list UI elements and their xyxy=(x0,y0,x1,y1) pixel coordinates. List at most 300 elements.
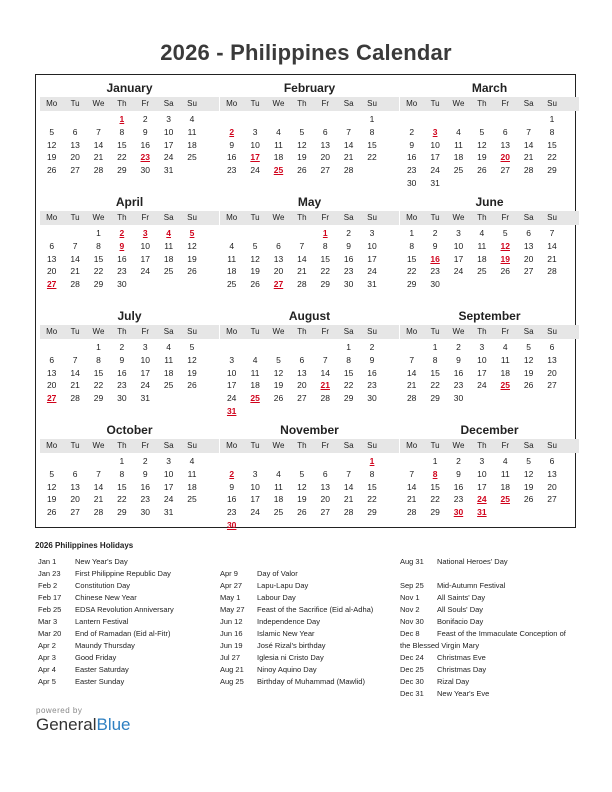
day-cell: 17 xyxy=(140,253,150,264)
month-name: March xyxy=(471,81,508,95)
day-cell: 13 xyxy=(46,367,57,378)
day-cell: 16 xyxy=(453,481,464,492)
day-cell: 23 xyxy=(140,494,150,505)
day-cell: 2 xyxy=(409,126,415,137)
holiday-list-column-3 xyxy=(400,556,566,700)
week-row xyxy=(40,481,219,494)
day-cell: 9 xyxy=(142,468,148,479)
day-cell xyxy=(290,341,313,354)
day-cell: 18 xyxy=(163,253,174,264)
day-cell xyxy=(470,392,493,405)
day-cell xyxy=(290,519,313,532)
day-cell: 12 xyxy=(297,481,307,492)
weekday-label: Mo xyxy=(226,327,238,336)
day-cell xyxy=(134,278,157,291)
holiday-entry xyxy=(400,604,566,616)
day-cell: 27 xyxy=(547,494,557,505)
day-cell: 5 xyxy=(189,342,195,352)
week-row xyxy=(40,164,219,177)
day-cell xyxy=(243,113,266,126)
holiday-date: Jun 12 xyxy=(220,617,243,626)
weekday-label: Fr xyxy=(501,213,510,222)
weekday-label: Mo xyxy=(226,213,238,222)
day-cell: 11 xyxy=(500,354,510,365)
day-cell: 7 xyxy=(322,354,328,365)
week-row xyxy=(40,379,219,392)
weekday-label: Th xyxy=(297,99,307,108)
day-cell xyxy=(220,455,243,468)
holiday-entry xyxy=(220,640,373,652)
day-cell: 26 xyxy=(297,165,307,176)
holiday-name: New Year's Eve xyxy=(437,689,490,698)
day-cell xyxy=(314,341,337,354)
day-cell: 20 xyxy=(297,380,307,391)
week-row xyxy=(400,113,579,126)
day-cell: 8 xyxy=(346,354,352,365)
day-cell: 24 xyxy=(453,266,464,277)
weekday-label: Fr xyxy=(321,441,330,450)
holiday-entry xyxy=(38,556,174,568)
day-cell: 21 xyxy=(547,253,557,264)
weekday-label: Fr xyxy=(501,441,510,450)
weekday-label: Su xyxy=(547,213,557,222)
day-cell: 18 xyxy=(500,481,510,492)
day-cell: 21 xyxy=(297,266,307,277)
weekday-label: We xyxy=(452,99,465,108)
day-cell: 23 xyxy=(226,165,237,176)
day-cell xyxy=(267,405,290,418)
day-cell xyxy=(517,506,540,519)
weekday-label: Su xyxy=(367,213,377,222)
day-cell: 10 xyxy=(367,240,377,251)
weekday-header xyxy=(220,325,399,339)
weekday-label: Th xyxy=(117,99,127,108)
weekday-label: Su xyxy=(367,327,377,336)
day-cell: 15 xyxy=(320,253,330,264)
day-cell: 22 xyxy=(430,380,440,391)
weekday-label: Th xyxy=(297,441,307,450)
holiday-name: the Blessed Virgin Mary xyxy=(400,641,480,650)
holiday-date: Mar 3 xyxy=(38,617,58,626)
day-cell: 3 xyxy=(479,342,485,352)
day-cell: 27 xyxy=(70,507,80,518)
week-row xyxy=(400,278,579,291)
weekday-label: Th xyxy=(297,327,307,336)
holiday-entry xyxy=(400,556,566,568)
day-cell: 16 xyxy=(117,253,127,264)
day-cell xyxy=(290,405,313,418)
holiday-date: Apr 27 xyxy=(220,581,243,590)
holiday-entry xyxy=(400,616,566,628)
day-cell: 8 xyxy=(96,354,101,365)
day-cell: 13 xyxy=(547,354,557,365)
week-row xyxy=(400,139,579,152)
week-row xyxy=(220,379,399,392)
week-row xyxy=(220,392,399,405)
day-cell: 25 xyxy=(273,507,284,518)
day-cell: 29 xyxy=(547,165,557,176)
month-december xyxy=(400,421,579,519)
day-cell: 6 xyxy=(322,468,328,479)
weekday-label: Th xyxy=(477,99,487,108)
weekday-header xyxy=(40,439,219,453)
week-row xyxy=(220,506,399,519)
month-march xyxy=(400,79,579,190)
holiday-day-cell: 31 xyxy=(477,507,487,518)
weekday-label: Sa xyxy=(343,213,354,222)
day-cell: 11 xyxy=(500,468,510,479)
day-cell xyxy=(180,278,203,291)
holiday-entry xyxy=(400,688,566,700)
day-cell: 30 xyxy=(430,279,440,290)
week-row xyxy=(40,139,219,152)
day-cell: 7 xyxy=(526,126,532,137)
month-july xyxy=(40,307,219,405)
holiday-name: Bonifacio Day xyxy=(437,617,484,626)
holiday-date: Feb 2 xyxy=(38,581,58,590)
day-cell: 14 xyxy=(93,139,104,150)
day-cell: 29 xyxy=(343,393,354,404)
holiday-name: Lantern Festival xyxy=(75,617,129,626)
day-cell: 28 xyxy=(523,165,534,176)
day-cell xyxy=(447,278,470,291)
day-cell xyxy=(220,113,243,126)
day-cell xyxy=(180,392,203,405)
day-cell: 17 xyxy=(250,494,260,505)
holiday-date: Apr 9 xyxy=(220,569,238,578)
day-cell: 26 xyxy=(500,266,510,277)
day-cell xyxy=(290,113,313,126)
holiday-entry xyxy=(220,676,373,688)
week-row xyxy=(40,126,219,139)
day-cell: 22 xyxy=(93,380,104,391)
day-cell: 29 xyxy=(430,393,440,404)
week-row xyxy=(400,493,579,506)
weekday-label: Su xyxy=(187,327,197,336)
week-row xyxy=(220,481,399,494)
day-cell: 17 xyxy=(226,380,237,391)
day-cell: 16 xyxy=(140,139,150,150)
day-cell: 29 xyxy=(93,393,104,404)
day-cell: 13 xyxy=(70,481,80,492)
day-cell: 10 xyxy=(140,354,150,365)
day-cell: 22 xyxy=(320,266,330,277)
week-row xyxy=(400,392,579,405)
day-cell: 12 xyxy=(523,468,534,479)
day-cell: 8 xyxy=(369,126,375,137)
holiday-date: Apr 5 xyxy=(38,677,56,686)
holiday-date: May 27 xyxy=(220,605,245,614)
day-cell xyxy=(517,113,540,126)
weekday-label: Tu xyxy=(70,441,80,450)
week-row xyxy=(400,227,579,240)
day-cell: 25 xyxy=(477,266,487,277)
weekday-label: Su xyxy=(187,213,197,222)
day-cell: 30 xyxy=(343,279,354,290)
week-row xyxy=(400,265,579,278)
day-cell: 15 xyxy=(547,139,557,150)
day-cell xyxy=(290,455,313,468)
brand-general: General xyxy=(36,715,97,734)
day-cell: 14 xyxy=(343,481,354,492)
day-cell: 29 xyxy=(367,507,377,518)
day-cell: 26 xyxy=(297,507,307,518)
day-cell: 13 xyxy=(320,139,330,150)
day-cell xyxy=(290,227,313,240)
month-september xyxy=(400,307,579,405)
day-cell: 7 xyxy=(346,126,352,137)
holiday-date: May 1 xyxy=(220,593,241,602)
day-cell: 18 xyxy=(163,367,174,378)
month-april xyxy=(40,193,219,291)
holiday-day-cell: 27 xyxy=(46,393,57,404)
holiday-day-cell: 25 xyxy=(250,393,260,404)
month-name: January xyxy=(106,81,153,95)
holiday-day-cell: 12 xyxy=(500,240,510,251)
holiday-day-cell: 27 xyxy=(46,279,57,290)
holiday-day-cell: 25 xyxy=(500,494,510,505)
day-cell: 11 xyxy=(164,240,174,251)
day-cell: 10 xyxy=(477,354,487,365)
day-cell: 27 xyxy=(320,507,330,518)
holiday-entry xyxy=(38,592,174,604)
weekday-label: We xyxy=(452,213,465,222)
day-cell: 1 xyxy=(346,342,352,352)
month-june xyxy=(400,193,579,291)
day-cell: 1 xyxy=(549,114,555,124)
day-cell xyxy=(157,392,180,405)
holiday-name: Mid-Autumn Festival xyxy=(437,581,506,590)
day-cell: 14 xyxy=(547,240,557,251)
holiday-day-cell: 23 xyxy=(140,152,150,163)
day-cell: 23 xyxy=(343,266,354,277)
day-cell: 30 xyxy=(406,177,417,188)
day-cell: 17 xyxy=(453,253,464,264)
day-cell: 14 xyxy=(93,481,104,492)
weekday-header xyxy=(400,325,579,339)
day-cell: 6 xyxy=(526,228,532,238)
day-cell: 26 xyxy=(477,165,487,176)
holiday-name: National Heroes' Day xyxy=(437,557,508,566)
weekday-label: Su xyxy=(547,99,557,108)
day-cell xyxy=(63,113,86,126)
week-row xyxy=(220,265,399,278)
day-cell: 27 xyxy=(297,393,307,404)
day-cell: 2 xyxy=(346,228,352,238)
day-cell: 15 xyxy=(430,481,440,492)
holiday-entry xyxy=(38,616,174,628)
day-cell: 20 xyxy=(70,152,80,163)
day-cell: 3 xyxy=(252,468,258,479)
week-row xyxy=(220,240,399,253)
day-cell: 9 xyxy=(432,240,438,251)
holiday-name: Iglesia ni Cristo Day xyxy=(257,653,324,662)
weekday-label: Tu xyxy=(430,327,440,336)
day-cell: 1 xyxy=(409,228,415,238)
holiday-day-cell: 25 xyxy=(273,165,284,176)
day-cell: 13 xyxy=(320,481,330,492)
weekday-label: We xyxy=(272,213,285,222)
day-cell: 23 xyxy=(430,266,440,277)
day-cell: 23 xyxy=(406,165,417,176)
week-row xyxy=(220,493,399,506)
holiday-name: Day of Valor xyxy=(257,569,298,578)
day-cell: 5 xyxy=(479,126,485,137)
day-cell: 16 xyxy=(367,367,377,378)
weekday-label: Tu xyxy=(250,99,260,108)
day-cell: 29 xyxy=(93,279,104,290)
holiday-date: Aug 25 xyxy=(220,677,244,686)
holiday-name: Maundy Thursday xyxy=(75,641,135,650)
day-cell: 29 xyxy=(320,279,330,290)
weekday-label: Fr xyxy=(501,99,510,108)
day-cell xyxy=(494,113,517,126)
week-row xyxy=(40,265,219,278)
weekday-label: Fr xyxy=(321,327,330,336)
holiday-day-cell: 25 xyxy=(500,380,510,391)
day-cell: 17 xyxy=(477,367,487,378)
day-cell: 19 xyxy=(523,481,534,492)
week-row xyxy=(40,341,219,354)
day-cell: 8 xyxy=(432,354,438,365)
weekday-label: We xyxy=(272,327,285,336)
day-cell: 14 xyxy=(523,139,534,150)
week-row xyxy=(220,126,399,139)
holiday-list-column-2 xyxy=(220,568,373,688)
day-cell: 8 xyxy=(119,468,125,479)
day-cell: 13 xyxy=(70,139,80,150)
generalblue-logo xyxy=(36,706,131,735)
day-cell: 28 xyxy=(297,279,307,290)
holiday-entry xyxy=(220,568,373,580)
holiday-name: First Philippine Republic Day xyxy=(75,569,171,578)
holiday-date: Dec 30 xyxy=(400,677,424,686)
weekday-label: Fr xyxy=(141,441,150,450)
holiday-date: Dec 25 xyxy=(400,665,424,674)
holiday-name: Rizal Day xyxy=(437,677,470,686)
day-cell: 18 xyxy=(477,253,487,264)
week-row xyxy=(40,468,219,481)
day-cell: 26 xyxy=(187,266,197,277)
day-cell xyxy=(400,113,423,126)
holiday-day-cell: 17 xyxy=(250,152,260,163)
day-cell: 23 xyxy=(117,266,127,277)
day-cell: 5 xyxy=(526,342,532,352)
month-name: December xyxy=(460,423,519,437)
day-cell xyxy=(470,278,493,291)
day-cell: 9 xyxy=(142,126,148,137)
day-cell: 4 xyxy=(456,126,461,137)
month-august xyxy=(220,307,399,418)
holiday-entry xyxy=(38,580,174,592)
holiday-entry xyxy=(220,628,373,640)
day-cell xyxy=(517,392,540,405)
day-cell xyxy=(267,519,290,532)
day-cell: 1 xyxy=(96,342,101,352)
weekday-header xyxy=(220,439,399,453)
day-cell: 8 xyxy=(322,240,328,251)
weekday-label: Th xyxy=(477,441,487,450)
day-cell: 20 xyxy=(547,481,557,492)
day-cell: 18 xyxy=(187,139,197,150)
weekday-label: Mo xyxy=(406,441,418,450)
day-cell xyxy=(517,177,540,190)
holiday-day-cell: 16 xyxy=(430,253,440,264)
day-cell: 9 xyxy=(456,468,461,479)
day-cell: 12 xyxy=(46,139,57,150)
day-cell: 2 xyxy=(119,342,125,352)
day-cell: 1 xyxy=(432,456,438,466)
day-cell: 25 xyxy=(187,152,197,163)
day-cell: 26 xyxy=(46,507,57,518)
day-cell xyxy=(40,455,63,468)
week-row xyxy=(220,341,399,354)
day-cell: 28 xyxy=(547,266,557,277)
day-cell: 21 xyxy=(343,152,354,163)
day-cell: 28 xyxy=(320,393,330,404)
day-cell: 19 xyxy=(297,494,307,505)
holiday-entry xyxy=(38,568,174,580)
week-row xyxy=(40,506,219,519)
month-january xyxy=(40,79,219,177)
day-cell: 12 xyxy=(477,139,487,150)
day-cell: 11 xyxy=(187,126,197,137)
day-cell xyxy=(540,278,563,291)
week-row xyxy=(220,278,399,291)
weekday-label: Tu xyxy=(430,213,440,222)
weekday-label: We xyxy=(272,99,285,108)
day-cell: 26 xyxy=(187,380,197,391)
day-cell xyxy=(540,392,563,405)
day-cell: 10 xyxy=(226,367,237,378)
day-cell: 2 xyxy=(142,456,148,466)
weekday-label: We xyxy=(272,441,285,450)
day-cell: 25 xyxy=(163,380,174,391)
week-row xyxy=(220,354,399,367)
weekday-label: Th xyxy=(477,213,487,222)
week-row xyxy=(40,278,219,291)
holiday-day-cell: 30 xyxy=(453,507,464,518)
weekday-label: Tu xyxy=(250,327,260,336)
holiday-entry xyxy=(400,676,566,688)
day-cell: 11 xyxy=(187,468,197,479)
day-cell: 18 xyxy=(187,481,197,492)
day-cell: 4 xyxy=(189,456,195,466)
day-cell xyxy=(337,113,360,126)
day-cell xyxy=(470,113,493,126)
day-cell: 23 xyxy=(226,507,237,518)
holiday-name: Birthday of Muhammad (Mawlid) xyxy=(257,677,365,686)
day-cell: 9 xyxy=(346,240,352,251)
day-cell: 23 xyxy=(367,380,377,391)
month-october xyxy=(40,421,219,519)
day-cell: 10 xyxy=(250,139,260,150)
day-cell: 22 xyxy=(367,494,377,505)
day-cell: 4 xyxy=(276,126,281,137)
day-cell: 24 xyxy=(367,266,377,277)
day-cell: 27 xyxy=(70,165,80,176)
day-cell: 17 xyxy=(430,152,440,163)
day-cell: 30 xyxy=(140,507,150,518)
day-cell: 12 xyxy=(273,367,284,378)
day-cell: 1 xyxy=(119,456,125,466)
weekday-label: Sa xyxy=(523,441,534,450)
day-cell: 6 xyxy=(72,468,78,479)
day-cell xyxy=(540,177,563,190)
day-cell xyxy=(40,341,63,354)
week-row xyxy=(400,151,579,164)
day-cell: 21 xyxy=(406,380,417,391)
